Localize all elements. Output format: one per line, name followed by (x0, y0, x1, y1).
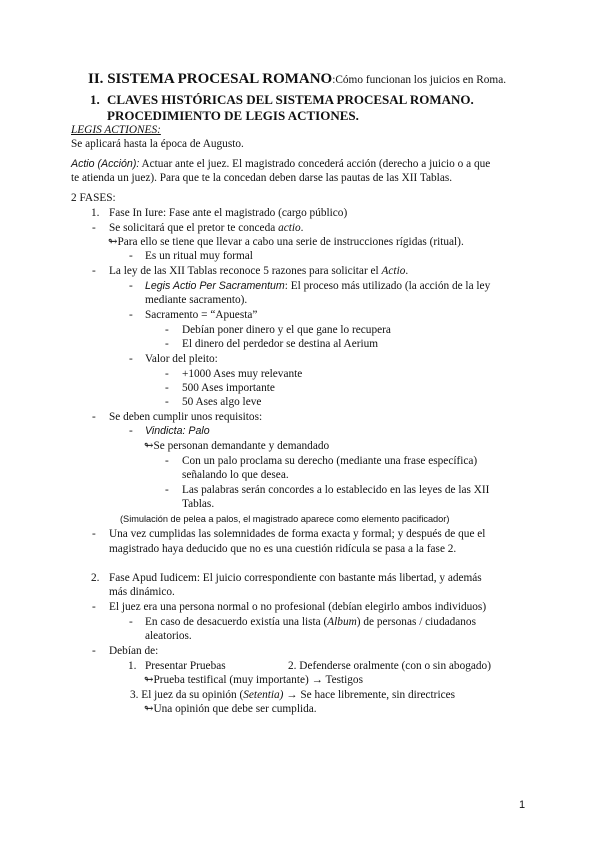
solemnidades-line2: magistrado haya deducido que no es una cuestión ridícula se pasa a la fase 2. (109, 543, 457, 555)
palo-point2-line1: Las palabras serán concordes a lo establecido en las leyes de las XII (182, 484, 490, 496)
section-number: II. (88, 71, 104, 87)
fase1-number: 1. (91, 207, 100, 219)
deber-2: 2. Defenderse oralmente (con o sin abogado) (288, 660, 491, 672)
bullet-dash: - (92, 265, 96, 277)
fase1-bullet1-arrow: ↬Para ello se tiene que llevar a cabo una serie de instrucciones rígidas (ritual). (108, 236, 464, 248)
bullet-dash: - (165, 455, 169, 467)
deber-1-arrow: ↬Prueba testifical (muy importante) → Testigos (144, 674, 363, 686)
palo-point2-line2: Tablas. (182, 498, 215, 510)
section-heading (88, 71, 506, 89)
actio-text2: te atienda un juez). Para que te la concedan deben darse las pautas de las XII Tablas. (71, 172, 453, 184)
simulacion-note: (Simulación de pelea a palos, el magistrado aparece como elemento pacificador) (120, 514, 450, 524)
legis-actio-sacramentum-line1: Legis Actio Per Sacramentum: El proceso más utilizado (la acción de la ley (145, 280, 491, 292)
bullet-dash: - (165, 368, 169, 380)
fase2-bullet1: El juez era una persona normal o no profesional (debían elegirlo ambos individuos) (109, 601, 487, 613)
bullet-dash: - (129, 353, 133, 365)
actio-term: Actio (Acción): (71, 158, 140, 170)
bullet-dash: - (165, 338, 169, 350)
fase1-bullet1-sub: Es un ritual muy formal (145, 250, 253, 262)
fase2-title-line1: Fase Apud Iudicem: El juicio correspondiente con bastante más libertad, y además (109, 572, 482, 584)
fase1-title: Fase In Iure: Fase ante el magistrado (cargo público) (109, 207, 348, 219)
deber-3-arrow: ↬Una opinión que debe ser cumplida. (144, 703, 317, 715)
palo-point1-line1: Con un palo proclama su derecho (mediante una frase específica) (182, 455, 478, 467)
bullet-dash: - (129, 280, 133, 292)
bullet-dash: - (129, 250, 133, 262)
legis-actiones-text: Se aplicará hasta la época de Augusto. (71, 138, 244, 150)
valor-item-3: 50 Ases algo leve (182, 396, 262, 408)
deber-1-number: 1. (128, 660, 137, 672)
bullet-dash: - (92, 645, 96, 657)
solemnidades-line1: Una vez cumplidas las solemnidades de forma exacta y formal; y después de que el (109, 528, 486, 540)
deber-3: 3. El juez da su opinión (Setentia) → Se hace libremente, sin directrices (130, 689, 456, 701)
fase1-bullet1: Se solicitará que el pretor te conceda actio. (109, 222, 304, 234)
album-line2: aleatorios. (145, 630, 192, 642)
valor-item-2: 500 Ases importante (182, 382, 275, 394)
fase2-number: 2. (91, 572, 100, 584)
sacramento-point2: El dinero del perdedor se destina al Aerium (182, 338, 379, 350)
sacramento-definition: Sacramento = “Apuesta” (145, 309, 258, 321)
bullet-dash: - (129, 309, 133, 321)
fases-title: 2 FASES: (71, 192, 116, 204)
deber-1: Presentar Pruebas (145, 660, 226, 672)
bullet-dash: - (92, 222, 96, 234)
sacramento-point1: Debían poner dinero y el que gane lo recupera (182, 324, 391, 336)
actio-italic: actio (278, 222, 301, 234)
bullet-dash: - (92, 528, 96, 540)
actio-italic: Actio (381, 265, 406, 277)
page-number: 1 (519, 799, 526, 811)
actio-text1: Actuar ante el juez. El magistrado concederá acción (derecho a juicio o a que (139, 158, 491, 170)
album-line1: En caso de desacuerdo existía una lista (Album) de personas / ciudadanos (145, 616, 476, 628)
bullet-dash: - (165, 324, 169, 336)
legis-actio-term: Legis Actio Per Sacramentum (145, 280, 285, 292)
bullet-dash: - (129, 616, 133, 628)
requisitos-title: Se deben cumplir unos requisitos: (109, 411, 263, 423)
album-italic: Album (327, 616, 357, 628)
legis-actio-sacramentum-line2: mediante sacramento). (145, 294, 248, 306)
section-title: SISTEMA PROCESAL ROMANO (107, 71, 333, 87)
vindicta-arrow: ↬Se personan demandante y demandado (144, 440, 330, 452)
debian-title: Debían de: (109, 645, 159, 657)
bullet-dash: - (92, 411, 96, 423)
section-subtitle: :Cómo funcionan los juicios en Roma. (332, 74, 507, 86)
bullet-dash: - (165, 484, 169, 496)
legis-actiones-label: LEGIS ACTIONES: (71, 124, 161, 136)
bullet-dash: - (129, 425, 133, 437)
subsection-title-line2: PROCEDIMIENTO DE LEGIS ACTIONES. (107, 108, 359, 123)
valor-pleito-title: Valor del pleito: (145, 353, 218, 365)
sententia-italic: Setentia) (243, 689, 284, 701)
palo-point1-line2: señalando lo que desea. (182, 469, 289, 481)
subsection-title-line1: CLAVES HISTÓRICAS DEL SISTEMA PROCESAL ROMANO. (107, 92, 474, 107)
vindicta-term: Vindicta: Palo (145, 425, 210, 437)
bullet-dash: - (165, 396, 169, 408)
bullet-dash: - (165, 382, 169, 394)
bullet-dash: - (92, 601, 96, 613)
valor-item-1: +1000 Ases muy relevante (182, 368, 303, 380)
subsection-number: 1. (90, 92, 100, 107)
fase1-bullet2: La ley de las XII Tablas reconoce 5 razones para solicitar el Actio. (109, 265, 409, 277)
actio-line1 (71, 158, 490, 171)
fase2-title-line2: más dinámico. (109, 586, 175, 598)
